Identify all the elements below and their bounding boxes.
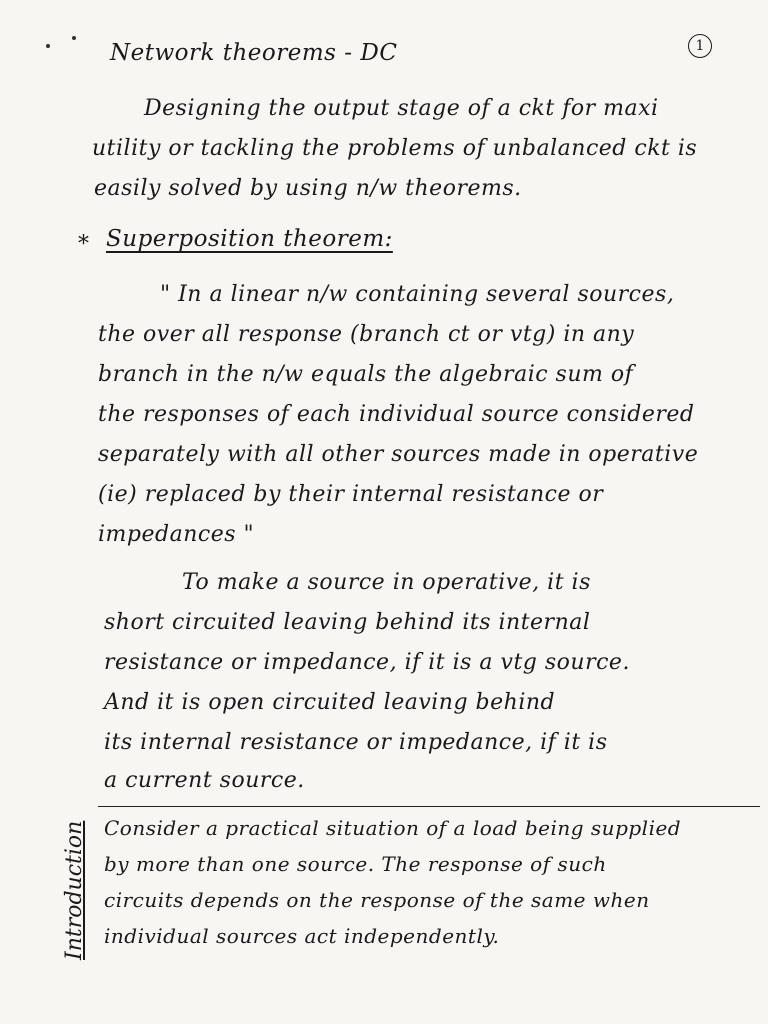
definition-line: " In a linear n/w containing several sources, — [160, 282, 675, 307]
definition-line: branch in the n/w equals the algebraic sum of — [98, 362, 634, 387]
inoperative-line: a current source. — [104, 768, 305, 793]
bullet-star: * — [78, 232, 89, 257]
introduction-line: individual sources act independently. — [104, 924, 500, 948]
inoperative-line: And it is open circuited leaving behind — [104, 690, 556, 715]
definition-line: (ie) replaced by their internal resistance or — [98, 482, 604, 507]
intro-line: utility or tackling the problems of unbalanced ckt is — [92, 136, 698, 161]
definition-line: the responses of each individual source considered — [98, 402, 695, 427]
intro-line: Designing the output stage of a ckt for maxi — [144, 96, 659, 121]
definition-line: the over all response (branch ct or vtg) in any — [98, 322, 635, 347]
intro-line: easily solved by using n/w theorems. — [94, 176, 522, 201]
inoperative-line: To make a source in operative, it is — [182, 570, 591, 595]
introduction-line: by more than one source. The response of such — [104, 852, 607, 876]
page-number: 1 — [688, 34, 712, 58]
inoperative-line: short circuited leaving behind its internal — [104, 610, 591, 635]
ink-dot — [46, 44, 50, 48]
page-title: Network theorems - DC — [110, 40, 398, 66]
definition-line: separately with all other sources made in operative — [98, 442, 699, 467]
inoperative-line: resistance or impedance, if it is a vtg source. — [104, 650, 630, 675]
inoperative-line: its internal resistance or impedance, if it is — [104, 730, 608, 755]
side-label-introduction: Introduction — [62, 820, 87, 960]
section-heading: Superposition theorem: — [106, 226, 393, 252]
introduction-line: Consider a practical situation of a load being supplied — [104, 816, 682, 840]
introduction-line: circuits depends on the response of the same when — [104, 888, 650, 912]
divider-line — [98, 806, 760, 807]
definition-line: impedances " — [98, 522, 255, 547]
ink-dot — [72, 36, 76, 40]
